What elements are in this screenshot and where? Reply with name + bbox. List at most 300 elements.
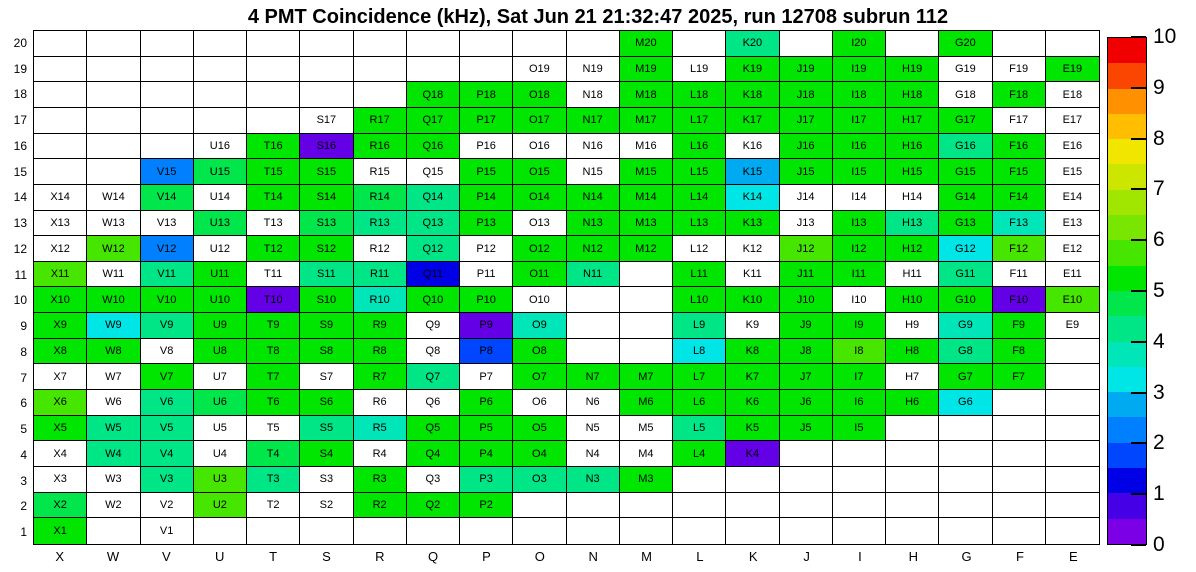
- cell-label: W7: [105, 370, 122, 383]
- cell-label: F10: [1009, 293, 1029, 306]
- cell-H11: [886, 262, 939, 288]
- cell-H12: [886, 236, 939, 262]
- x-tick-P: P: [482, 549, 491, 564]
- cell-F7: [993, 364, 1046, 390]
- colorbar-tick-label: 6: [1153, 228, 1165, 252]
- cell-empty: [620, 313, 673, 339]
- cell-N18: [567, 82, 620, 108]
- cell-T5: [247, 416, 300, 442]
- cell-label: H18: [902, 88, 923, 101]
- cell-Q4: [407, 441, 460, 467]
- cell-H13: [886, 211, 939, 237]
- cell-U15: [194, 159, 247, 185]
- cell-empty: [1046, 441, 1099, 467]
- cell-empty: [407, 57, 460, 83]
- cell-empty: [1046, 467, 1099, 493]
- cell-label: K9: [745, 319, 760, 332]
- colorbar-band: [1108, 38, 1146, 63]
- cell-U8: [194, 339, 247, 365]
- cell-label: O10: [528, 293, 550, 306]
- cell-label: X10: [50, 293, 70, 306]
- cell-label: Q12: [422, 242, 444, 255]
- colorbar-band: [1108, 215, 1146, 240]
- cell-empty: [939, 493, 992, 519]
- cell-X8: [34, 339, 87, 365]
- cell-F13: [993, 211, 1046, 237]
- cell-Q7: [407, 364, 460, 390]
- cell-label: V9: [159, 319, 174, 332]
- cell-G16: [939, 134, 992, 160]
- cell-M20: [620, 31, 673, 57]
- cell-P9: [460, 313, 513, 339]
- cell-O11: [513, 262, 566, 288]
- cell-M16: [620, 134, 673, 160]
- cell-label: W3: [105, 473, 122, 486]
- cell-label: K16: [742, 139, 763, 152]
- cell-empty: [726, 518, 779, 544]
- cell-empty: [354, 31, 407, 57]
- cell-I7: [833, 364, 886, 390]
- cell-E15: [1046, 159, 1099, 185]
- cell-F18: [993, 82, 1046, 108]
- cell-S15: [300, 159, 353, 185]
- cell-label: U6: [212, 396, 227, 409]
- cell-O13: [513, 211, 566, 237]
- cell-W13: [87, 211, 140, 237]
- cell-L18: [673, 82, 726, 108]
- cell-label: H15: [902, 165, 923, 178]
- y-tick-5: 5: [20, 422, 27, 437]
- cell-G10: [939, 287, 992, 313]
- cell-label: H9: [905, 319, 920, 332]
- cell-label: Q4: [425, 447, 441, 460]
- cell-O3: [513, 467, 566, 493]
- cell-U13: [194, 211, 247, 237]
- cell-empty: [354, 57, 407, 83]
- cell-W10: [87, 287, 140, 313]
- cell-W2: [87, 493, 140, 519]
- cell-empty: [780, 467, 833, 493]
- cell-label: H11: [902, 268, 922, 281]
- cell-label: L7: [693, 370, 706, 383]
- cell-label: T7: [266, 370, 280, 383]
- cell-O7: [513, 364, 566, 390]
- cell-label: F8: [1012, 345, 1026, 358]
- cell-label: J13: [796, 216, 815, 229]
- cell-R15: [354, 159, 407, 185]
- cell-V7: [141, 364, 194, 390]
- cell-label: X1: [53, 525, 67, 538]
- cell-label: O11: [529, 268, 550, 281]
- cell-label: G18: [954, 88, 976, 101]
- cell-label: J14: [796, 191, 815, 204]
- cell-label: Q10: [422, 293, 444, 306]
- cell-label: G8: [958, 345, 973, 358]
- cell-label: H17: [902, 114, 923, 127]
- cell-S2: [300, 493, 353, 519]
- cell-label: I8: [854, 345, 864, 358]
- cell-label: L14: [689, 191, 709, 204]
- cell-J17: [780, 108, 833, 134]
- cell-label: G19: [954, 62, 976, 75]
- cell-label: U15: [209, 165, 230, 178]
- cell-label: I7: [854, 370, 864, 383]
- cell-N13: [567, 211, 620, 237]
- cell-label: G16: [954, 139, 976, 152]
- cell-label: E14: [1062, 191, 1083, 204]
- cell-label: N5: [585, 422, 600, 435]
- cell-R16: [354, 134, 407, 160]
- cell-label: T11: [264, 268, 283, 281]
- colorbar-tick-mark: [1131, 493, 1146, 495]
- cell-empty: [886, 518, 939, 544]
- cell-label: U5: [212, 422, 227, 435]
- colorbar-tick-mark: [1131, 442, 1146, 444]
- cell-H9: [886, 313, 939, 339]
- cell-label: I17: [851, 114, 867, 127]
- cell-label: S6: [319, 396, 334, 409]
- cell-P5: [460, 416, 513, 442]
- cell-label: M14: [635, 191, 657, 204]
- cell-label: G14: [954, 191, 976, 204]
- cell-label: G7: [958, 370, 973, 383]
- cell-label: L16: [689, 139, 709, 152]
- cell-label: I10: [851, 293, 867, 306]
- x-tick-U: U: [215, 549, 225, 564]
- cell-N5: [567, 416, 620, 442]
- cell-L19: [673, 57, 726, 83]
- cell-label: Q14: [422, 191, 444, 204]
- cell-empty: [726, 493, 779, 519]
- x-tick-K: K: [748, 549, 758, 564]
- y-tick-19: 19: [13, 61, 27, 76]
- cell-label: L5: [693, 422, 706, 435]
- cell-label: L17: [689, 114, 709, 127]
- cell-label: J18: [796, 88, 815, 101]
- cell-empty: [1046, 390, 1099, 416]
- cell-label: K4: [745, 447, 760, 460]
- cell-G11: [939, 262, 992, 288]
- cell-P13: [460, 211, 513, 237]
- cell-label: T4: [266, 447, 280, 460]
- cell-label: J8: [799, 345, 812, 358]
- cell-label: S11: [316, 268, 336, 281]
- cell-empty: [87, 159, 140, 185]
- cell-N15: [567, 159, 620, 185]
- cell-label: E13: [1062, 216, 1083, 229]
- cell-label: X4: [53, 447, 67, 460]
- cell-label: L13: [689, 216, 709, 229]
- cell-label: O14: [528, 191, 550, 204]
- cell-O4: [513, 441, 566, 467]
- cell-N16: [567, 134, 620, 160]
- cell-label: X8: [53, 345, 67, 358]
- x-tick-H: H: [908, 549, 918, 564]
- colorbar-tick-mark: [1131, 544, 1146, 546]
- y-tick-20: 20: [13, 35, 27, 50]
- cell-X13: [34, 211, 87, 237]
- cell-label: O8: [532, 345, 547, 358]
- cell-label: R9: [372, 319, 387, 332]
- cell-W9: [87, 313, 140, 339]
- cell-label: H13: [902, 216, 923, 229]
- cell-label: W2: [105, 499, 122, 512]
- cell-label: T3: [266, 473, 280, 486]
- cell-P18: [460, 82, 513, 108]
- cell-label: W5: [105, 422, 122, 435]
- cell-label: I6: [854, 396, 864, 409]
- cell-empty: [1046, 416, 1099, 442]
- cell-O18: [513, 82, 566, 108]
- cell-label: R15: [369, 165, 390, 178]
- cell-empty: [513, 493, 566, 519]
- cell-Q13: [407, 211, 460, 237]
- cell-label: O15: [528, 165, 550, 178]
- cell-label: K10: [742, 293, 763, 306]
- cell-E10: [1046, 287, 1099, 313]
- cell-empty: [247, 31, 300, 57]
- x-tick-M: M: [641, 549, 652, 564]
- cell-I20: [833, 31, 886, 57]
- cell-label: L12: [689, 242, 709, 255]
- cell-label: H10: [902, 293, 923, 306]
- cell-label: K13: [742, 216, 763, 229]
- cell-label: L6: [693, 396, 706, 409]
- cell-label: U2: [212, 499, 227, 512]
- cell-X1: [34, 518, 87, 544]
- cell-label: G20: [954, 37, 976, 50]
- cell-label: K8: [745, 345, 760, 358]
- cell-O5: [513, 416, 566, 442]
- cell-V10: [141, 287, 194, 313]
- cell-label: U13: [209, 216, 230, 229]
- cell-label: L8: [693, 345, 706, 358]
- cell-R14: [354, 185, 407, 211]
- x-tick-O: O: [534, 549, 545, 564]
- colorbar-tick-label: 4: [1153, 329, 1165, 353]
- cell-P7: [460, 364, 513, 390]
- cell-empty: [993, 467, 1046, 493]
- cell-empty: [939, 467, 992, 493]
- cell-H16: [886, 134, 939, 160]
- x-tick-F: F: [1015, 549, 1024, 564]
- cell-label: S2: [319, 499, 334, 512]
- cell-R17: [354, 108, 407, 134]
- cell-label: J12: [796, 242, 815, 255]
- cell-H18: [886, 82, 939, 108]
- cell-V12: [141, 236, 194, 262]
- cell-P10: [460, 287, 513, 313]
- cell-K20: [726, 31, 779, 57]
- y-tick-3: 3: [20, 473, 27, 488]
- cell-label: H16: [902, 139, 923, 152]
- cell-label: M3: [638, 473, 654, 486]
- cell-M17: [620, 108, 673, 134]
- cell-V14: [141, 185, 194, 211]
- cell-S11: [300, 262, 353, 288]
- cell-Q16: [407, 134, 460, 160]
- cell-label: T8: [266, 345, 280, 358]
- cell-label: E15: [1062, 165, 1083, 178]
- cell-label: I11: [851, 268, 867, 281]
- y-tick-9: 9: [20, 319, 27, 334]
- cell-label: P5: [479, 422, 493, 435]
- cell-empty: [886, 416, 939, 442]
- cell-R6: [354, 390, 407, 416]
- cell-J5: [780, 416, 833, 442]
- cell-S7: [300, 364, 353, 390]
- colorbar-tick-label: 2: [1153, 431, 1165, 455]
- cell-K6: [726, 390, 779, 416]
- cell-label: K7: [745, 370, 760, 383]
- cell-J12: [780, 236, 833, 262]
- cell-L10: [673, 287, 726, 313]
- cell-label: F7: [1012, 370, 1026, 383]
- cell-P14: [460, 185, 513, 211]
- cell-Q17: [407, 108, 460, 134]
- colorbar-tick-mark: [1131, 392, 1146, 394]
- colorbar-band: [1108, 164, 1146, 189]
- cell-label: I5: [854, 422, 864, 435]
- cell-R8: [354, 339, 407, 365]
- cell-label: S9: [319, 319, 334, 332]
- cell-L9: [673, 313, 726, 339]
- cell-empty: [34, 159, 87, 185]
- cell-M4: [620, 441, 673, 467]
- cell-empty: [513, 31, 566, 57]
- cell-N19: [567, 57, 620, 83]
- cell-label: V1: [159, 525, 174, 538]
- cell-T13: [247, 211, 300, 237]
- cell-G9: [939, 313, 992, 339]
- cell-label: O7: [532, 370, 547, 383]
- y-tick-13: 13: [13, 216, 27, 231]
- cell-empty: [513, 518, 566, 544]
- cell-label: U8: [212, 345, 227, 358]
- cell-label: X2: [53, 499, 67, 512]
- cell-label: V14: [156, 191, 177, 204]
- cell-T14: [247, 185, 300, 211]
- colorbar-tick-mark: [1131, 138, 1146, 140]
- cell-empty: [194, 31, 247, 57]
- cell-label: T15: [263, 165, 283, 178]
- cell-label: M20: [635, 37, 657, 50]
- y-tick-12: 12: [13, 241, 27, 256]
- cell-J16: [780, 134, 833, 160]
- cell-label: M18: [635, 88, 657, 101]
- cell-empty: [194, 82, 247, 108]
- cell-I9: [833, 313, 886, 339]
- cell-label: J19: [796, 62, 815, 75]
- cell-empty: [194, 108, 247, 134]
- cell-L7: [673, 364, 726, 390]
- cell-J7: [780, 364, 833, 390]
- cell-empty: [673, 518, 726, 544]
- cell-M19: [620, 57, 673, 83]
- cell-V6: [141, 390, 194, 416]
- colorbar-tick-mark: [1131, 188, 1146, 190]
- cell-label: F13: [1009, 216, 1029, 229]
- cell-J14: [780, 185, 833, 211]
- cell-empty: [194, 518, 247, 544]
- cell-label: I14: [851, 191, 867, 204]
- cell-empty: [460, 518, 513, 544]
- cell-F19: [993, 57, 1046, 83]
- cell-empty: [300, 57, 353, 83]
- heatmap-grid: [33, 30, 1100, 545]
- cell-I13: [833, 211, 886, 237]
- cell-label: J9: [799, 319, 812, 332]
- cell-U5: [194, 416, 247, 442]
- cell-label: R4: [372, 447, 387, 460]
- cell-H7: [886, 364, 939, 390]
- cell-X6: [34, 390, 87, 416]
- cell-label: T12: [263, 242, 283, 255]
- cell-label: W4: [105, 447, 122, 460]
- cell-Q10: [407, 287, 460, 313]
- colorbar-band: [1108, 240, 1146, 265]
- cell-T9: [247, 313, 300, 339]
- cell-N3: [567, 467, 620, 493]
- cell-empty: [300, 82, 353, 108]
- cell-label: P3: [479, 473, 493, 486]
- cell-label: O17: [528, 114, 550, 127]
- cell-I8: [833, 339, 886, 365]
- cell-label: U10: [209, 293, 230, 306]
- cell-label: K12: [742, 242, 763, 255]
- cell-label: W13: [102, 216, 125, 229]
- cell-label: X11: [50, 268, 70, 281]
- cell-S3: [300, 467, 353, 493]
- cell-R5: [354, 416, 407, 442]
- cell-label: O4: [532, 447, 547, 460]
- cell-label: N12: [582, 242, 603, 255]
- cell-label: N17: [582, 114, 603, 127]
- cell-empty: [247, 518, 300, 544]
- colorbar-band: [1108, 316, 1146, 341]
- cell-T11: [247, 262, 300, 288]
- cell-K10: [726, 287, 779, 313]
- cell-V4: [141, 441, 194, 467]
- cell-label: L4: [693, 447, 706, 460]
- x-tick-X: X: [55, 549, 64, 564]
- cell-label: G10: [954, 293, 976, 306]
- cell-M18: [620, 82, 673, 108]
- cell-empty: [833, 467, 886, 493]
- cell-label: P13: [476, 216, 496, 229]
- cell-O16: [513, 134, 566, 160]
- cell-label: T2: [266, 499, 280, 512]
- cell-label: Q6: [425, 396, 441, 409]
- cell-label: Q18: [422, 88, 444, 101]
- cell-empty: [567, 339, 620, 365]
- cell-label: V11: [157, 268, 176, 281]
- cell-label: K11: [742, 268, 762, 281]
- cell-G6: [939, 390, 992, 416]
- cell-label: F15: [1009, 165, 1029, 178]
- cell-label: I9: [854, 319, 864, 332]
- y-tick-6: 6: [20, 396, 27, 411]
- cell-label: L15: [689, 165, 709, 178]
- cell-label: J17: [796, 114, 815, 127]
- cell-empty: [833, 493, 886, 519]
- cell-X12: [34, 236, 87, 262]
- cell-label: V10: [156, 293, 177, 306]
- cell-label: Q16: [422, 139, 444, 152]
- cell-empty: [620, 518, 673, 544]
- cell-empty: [993, 441, 1046, 467]
- cell-empty: [993, 390, 1046, 416]
